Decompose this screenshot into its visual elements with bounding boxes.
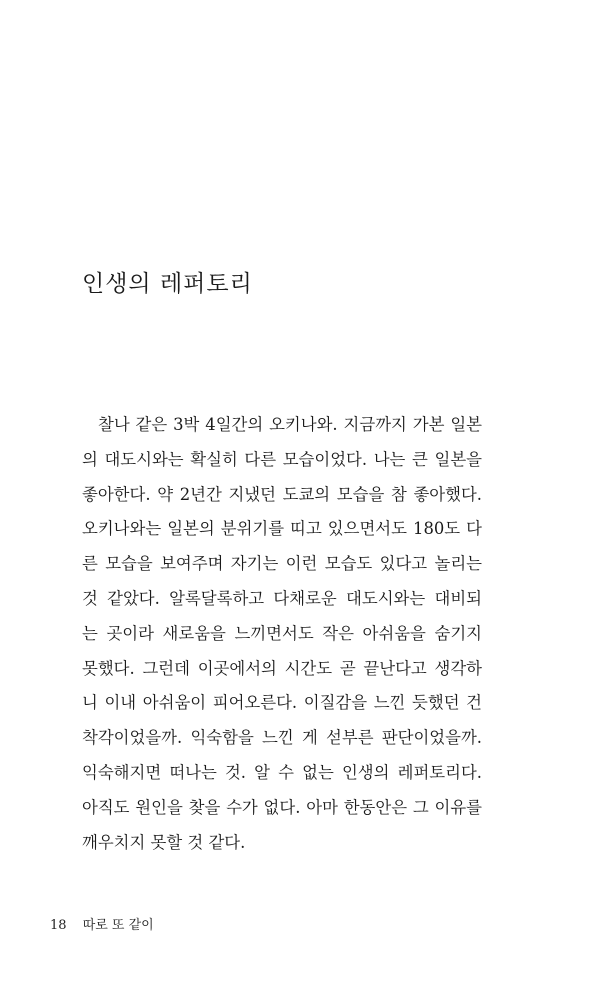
body-line: 른 모습을 보여주며 자기는 이런 모습도 있다고 놀리는: [82, 554, 482, 574]
chapter-title: 인생의 레퍼토리: [82, 271, 253, 297]
running-title: 따로 또 같이: [82, 918, 154, 933]
body-line: 니 이내 아쉬움이 피어오른다. 이질감을 느낀 듯했던 건: [82, 693, 482, 713]
body-line: 좋아한다. 약 2년간 지냈던 도쿄의 모습을 참 좋아했다.: [82, 484, 482, 504]
page-footer: [50, 914, 154, 933]
body-line: 의 대도시와는 확실히 다른 모습이었다. 나는 큰 일본을: [82, 449, 482, 469]
body-text: [82, 408, 482, 860]
body-line: 못했다. 그런데 이곳에서의 시간도 곧 끝난다고 생각하: [82, 658, 482, 678]
body-line: 아직도 원인을 찾을 수가 없다. 아마 한동안은 그 이유를: [82, 797, 482, 817]
body-line: 찰나 같은 3박 4일간의 오키나와. 지금까지 가본 일본: [98, 415, 482, 434]
body-line: 깨우치지 못할 것 같다.: [82, 832, 246, 852]
body-line: 익숙해지면 떠나는 것. 알 수 없는 인생의 레퍼토리다.: [82, 762, 482, 782]
body-line: 오키나와는 일본의 분위기를 띠고 있으면서도 180도 다: [82, 519, 482, 539]
body-line: 는 곳이라 새로움을 느끼면서도 작은 아쉬움을 숨기지: [82, 623, 482, 643]
body-line: 착각이었을까. 익숙함을 느낀 게 섣부른 판단이었을까.: [82, 728, 482, 748]
page-number: 18: [50, 918, 67, 933]
body-line: 것 같았다. 알록달록하고 다채로운 대도시와는 대비되: [82, 588, 482, 608]
